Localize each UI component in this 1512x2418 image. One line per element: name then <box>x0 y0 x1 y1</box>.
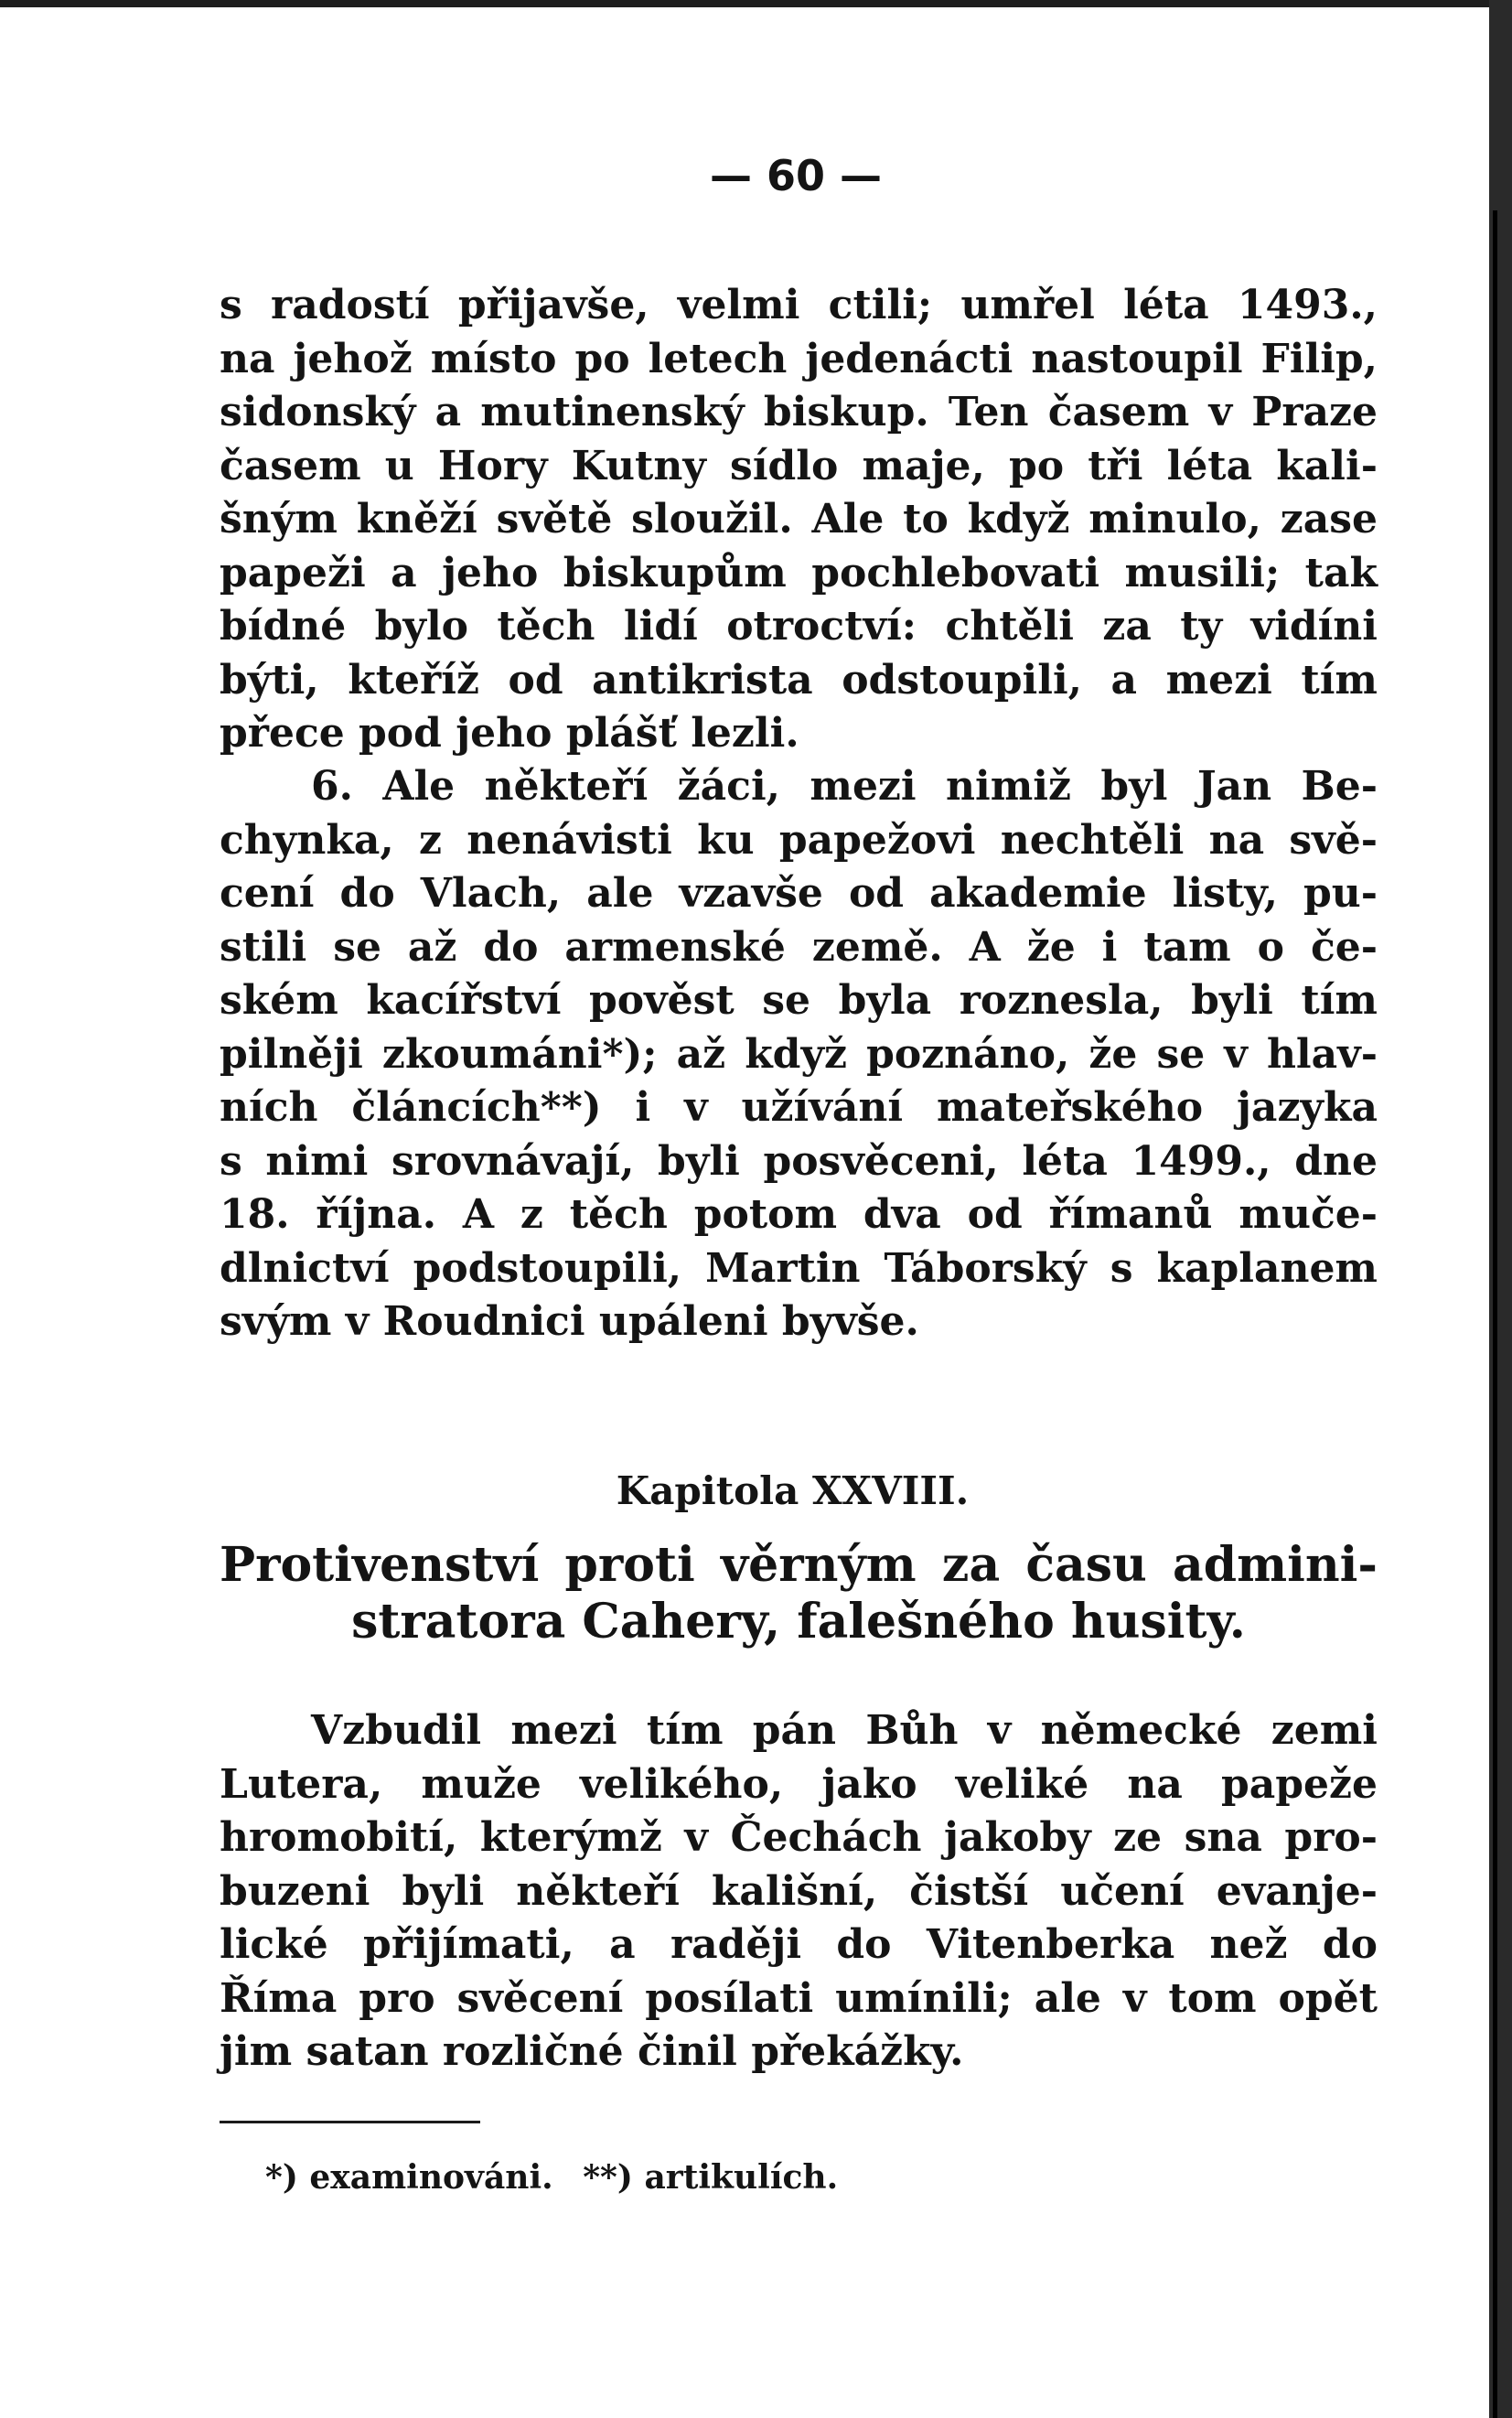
paragraph-2 <box>220 760 1378 1349</box>
footnote-1: *) examinováni. <box>265 2158 553 2197</box>
text-line: s nimi srovnávají, byli posvěceni, léta 1499., dne <box>220 1137 1378 1185</box>
text-line: papeži a jeho biskupům pochlebovati musili; tak <box>220 549 1378 596</box>
text-line: ském kacířství pověst se byla roznesla, byli tím <box>220 977 1378 1024</box>
text-line: šným kněží světě sloužil. Ale to když minulo, zase <box>220 496 1378 543</box>
text-line: Vzbudil mezi tím pán Bůh v německé zemi <box>311 1707 1378 1754</box>
text-line: chynka, z nenávisti ku papežovi nechtěli na svě- <box>220 816 1378 864</box>
text-line: dlnictví podstoupili, Martin Táborský s kaplanem <box>220 1244 1378 1292</box>
footnotes <box>265 2150 856 2205</box>
chapter-title-line: Protivenství proti věrným za času admini- <box>220 1537 1378 1593</box>
text-line: buzeni byli někteří kališní, čistší učení evanje- <box>220 1867 1378 1915</box>
chapter-label: Kapitola XXVIII. <box>616 1468 970 1513</box>
text-line: Říma pro svěcení posílati umínili; ale v tom opět <box>220 1974 1378 2022</box>
text-line: přece pod jeho plášť lezli. <box>220 710 799 757</box>
chapter-title <box>220 1537 1378 1650</box>
text-line: s radostí přijavše, velmi ctili; umřel léta 1493., <box>220 282 1378 328</box>
text-line: pilněji zkoumáni*); až když poznáno, že se v hlav- <box>220 1030 1378 1078</box>
scan-top-edge <box>0 0 1512 7</box>
text-line: stili se až do armenské země. A že i tam o če- <box>220 923 1378 971</box>
text-line: ních článcích**) i v užívání mateřského jazyka <box>220 1084 1378 1131</box>
chapter-title-line: stratora Cahery, falešného husity. <box>351 1594 1246 1650</box>
text-line: jim satan rozličné činil překážky. <box>220 2028 964 2075</box>
footnote-rule <box>220 2121 480 2123</box>
text-line: 18. října. A z těch potom dva od římanů muče- <box>220 1191 1378 1238</box>
paragraph-1 <box>220 279 1378 761</box>
text-line: na jehož místo po letech jedenácti nastoupil Filip, <box>220 335 1378 382</box>
text-line: cení do Vlach, ale vzavše od akademie listy, pu- <box>220 870 1378 917</box>
text-line: hromobití, kterýmž v Čechách jakoby ze sna pro- <box>220 1814 1378 1861</box>
paragraph-3 <box>220 1704 1378 2079</box>
scan-right-edge-line <box>1493 210 1497 2418</box>
text-line: Lutera, muže velikého, jako veliké na papeže <box>220 1760 1378 1808</box>
footnote-2: **) artikulích. <box>583 2158 839 2197</box>
text-line: svým v Roudnici upáleni byvše. <box>220 1298 919 1345</box>
text-line: bídné bylo těch lidí otroctví: chtěli za ty vidíni <box>220 603 1378 650</box>
text-line: sidonský a mutinenský biskup. Ten časem v Praze <box>220 389 1378 435</box>
text-line: 6. Ale někteří žáci, mezi nimiž byl Jan Be- <box>311 763 1378 810</box>
page-number: — 60 — <box>709 151 883 200</box>
text-line: časem u Hory Kutny sídlo maje, po tři léta kali- <box>220 442 1378 489</box>
text-line: lické přijímati, a raději do Vitenberka než do <box>220 1921 1378 1968</box>
text-line: býti, kteříž od antikrista odstoupili, a mezi tím <box>220 656 1378 704</box>
